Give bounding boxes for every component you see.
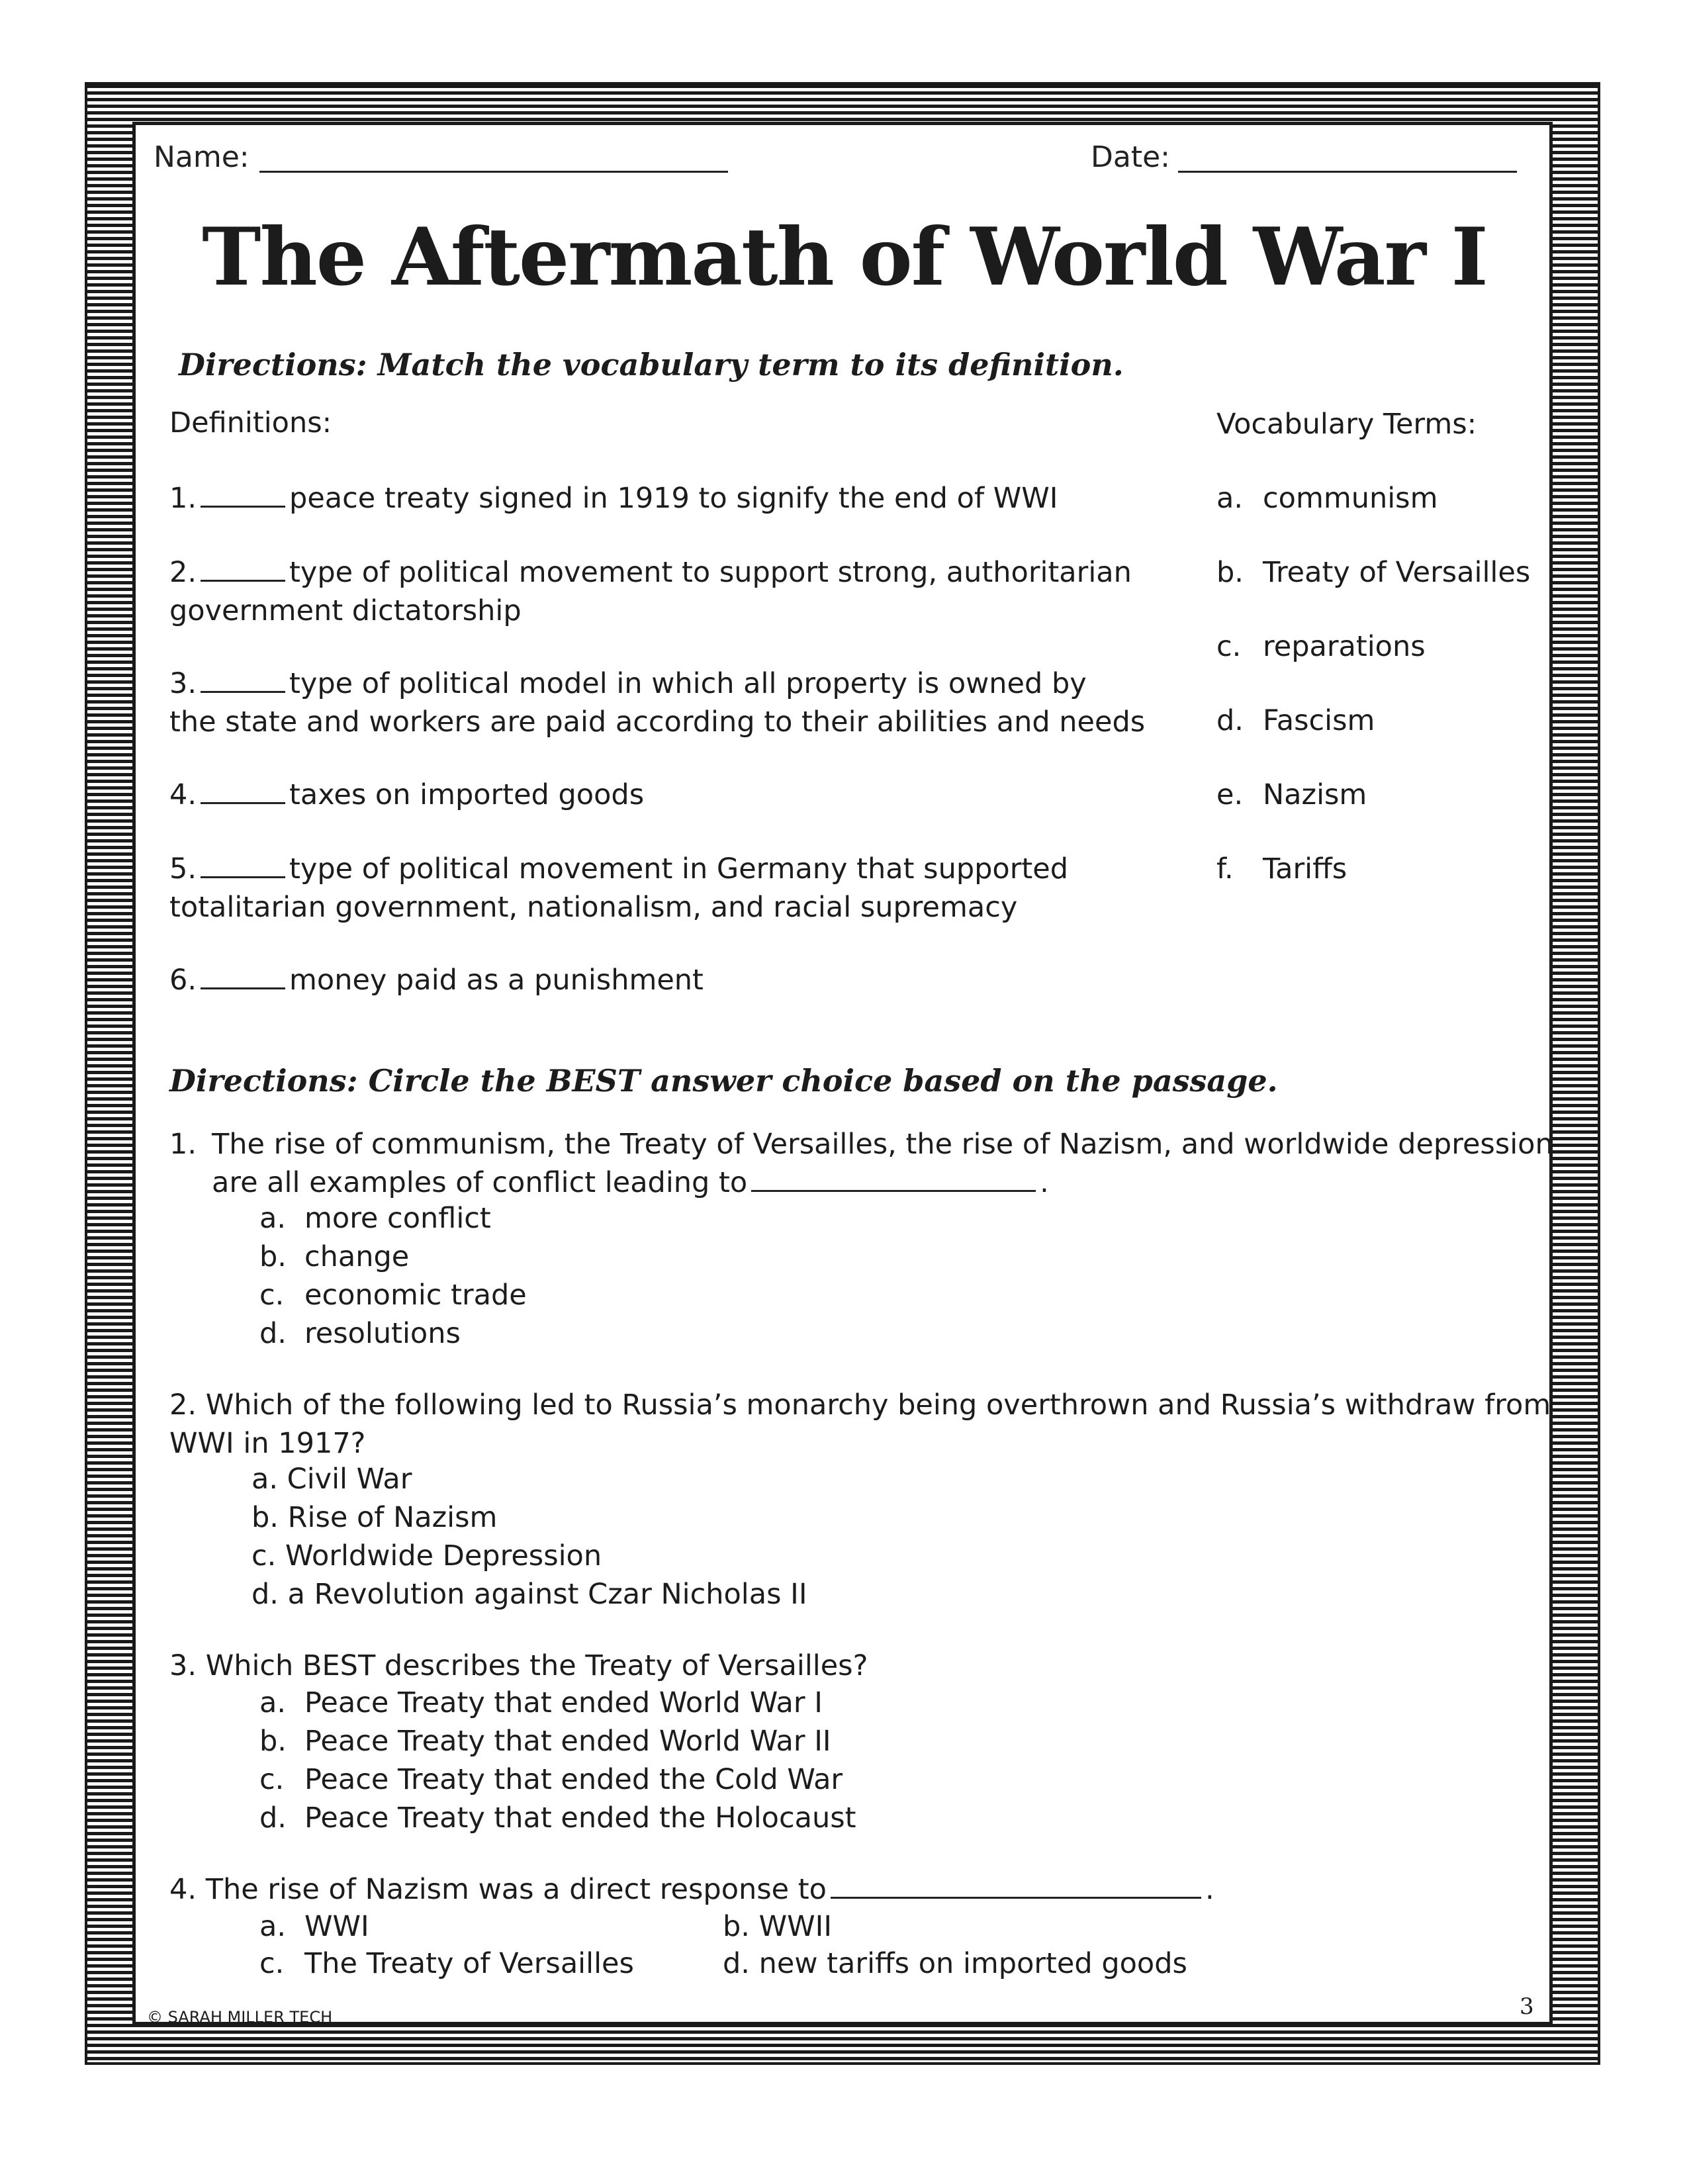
matching-directions: Directions: Match the vocabulary term to its definition. [179,347,1124,383]
term-item: d. Fascism [1216,704,1375,737]
question-1: 1. The rise of communism, the Treaty of Versailles, the rise of Nazism, and worldwide depression are all examples of conflict leading to . [169,1128,1553,1199]
definitions-heading: Definitions: [169,406,332,439]
question-3-choices [259,1684,856,1837]
term-item: c. reparations [1216,630,1426,663]
choice-option[interactable]: c. The Treaty of Versailles [259,1947,634,1980]
date-field[interactable] [1178,171,1517,173]
choice-option[interactable]: d. resolutions [259,1317,461,1350]
page-title: The Aftermath of World War I [202,210,1487,304]
name-label: Name: [154,140,250,174]
multiple-choice-directions: Directions: Circle the BEST answer choice based on the passage. [169,1063,1278,1099]
choice-option[interactable]: b. Peace Treaty that ended World War II [259,1725,831,1758]
term-item: b. Treaty of Versailles [1216,556,1531,589]
choice-option[interactable]: a. WWI [259,1910,369,1943]
question-2-choices [251,1460,807,1614]
definition-item: 5. type of political movement in Germany that supported totalitarian government, nationalism, and racial supremacy [169,850,1068,927]
answer-blank[interactable] [751,1163,1036,1192]
choice-option[interactable]: a. Civil War [251,1463,412,1496]
choice-option[interactable]: d. new tariffs on imported goods [723,1947,1187,1980]
choice-option[interactable]: b. WWII [723,1910,833,1943]
term-item: a. communism [1216,482,1438,515]
choice-option[interactable]: d. Peace Treaty that ended the Holocaust [259,1801,856,1835]
choice-option[interactable]: c. Worldwide Depression [251,1539,602,1572]
choice-option[interactable]: a. more conflict [259,1202,491,1235]
question-1-choices [259,1199,527,1353]
definition-item: 1. peace treaty signed in 1919 to signify the end of WWI [169,479,1058,518]
choice-option[interactable]: d. a Revolution against Czar Nicholas II [251,1578,807,1611]
answer-blank[interactable] [201,961,285,989]
answer-blank[interactable] [201,479,285,508]
definition-item: 4. taxes on imported goods [169,776,644,814]
choice-option[interactable]: c. Peace Treaty that ended the Cold War [259,1763,843,1796]
answer-blank[interactable] [201,553,285,582]
choice-option[interactable]: a. Peace Treaty that ended World War I [259,1686,823,1719]
answer-blank[interactable] [201,664,285,693]
definition-item: 2. type of political movement to support strong, authoritarian government dictatorship [169,553,1132,630]
name-field[interactable] [259,171,728,173]
answer-blank[interactable] [201,850,285,878]
term-item: f. Tariffs [1216,852,1347,886]
choice-option[interactable]: b. change [259,1240,410,1273]
date-label: Date: [1091,140,1170,174]
definition-item: 3. type of political model in which all property is owned by the state and workers are paid according to their abilities and needs [169,664,1145,741]
terms-heading: Vocabulary Terms: [1216,408,1477,441]
term-item: e. Nazism [1216,778,1367,811]
question-2: 2. Which of the following led to Russia’s monarchy being overthrown and Russia’s withdraw from WWI in 1917? [169,1388,1551,1460]
answer-blank[interactable] [831,1870,1201,1899]
copyright: © SARAH MILLER TECH [147,2008,333,2026]
page-number: 3 [1520,1993,1534,2020]
choice-option[interactable]: b. Rise of Nazism [251,1501,498,1534]
question-4: 4. The rise of Nazism was a direct response to . [169,1870,1214,1909]
definition-item: 6. money paid as a punishment [169,961,704,999]
answer-blank[interactable] [201,776,285,804]
choice-option[interactable]: c. economic trade [259,1279,527,1312]
question-3: 3. Which BEST describes the Treaty of Versailles? [169,1649,868,1682]
